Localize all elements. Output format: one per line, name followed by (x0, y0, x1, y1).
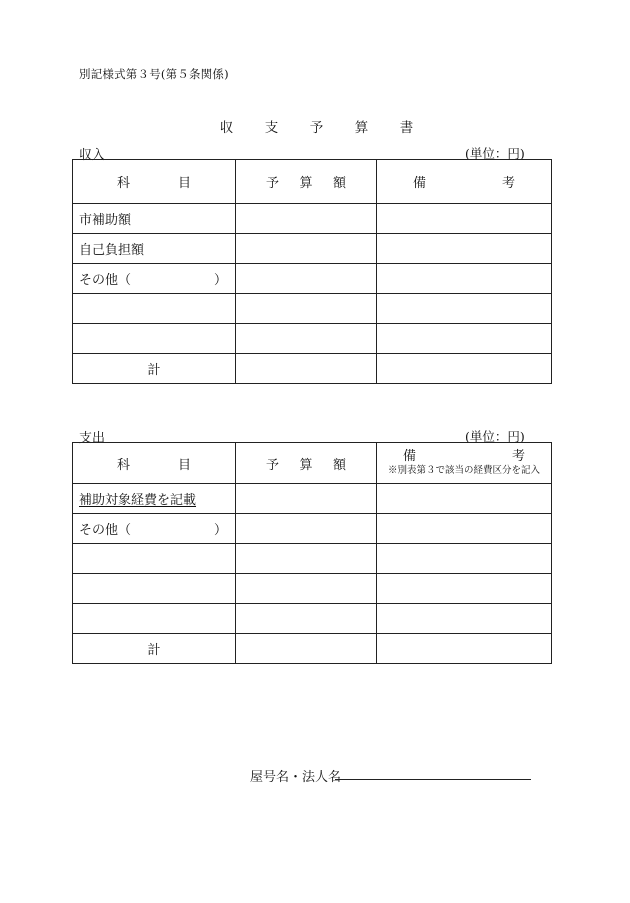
table-row (73, 604, 552, 634)
expense-unit-label: (単位：円) (465, 429, 525, 444)
income-item-cell[interactable] (73, 324, 236, 354)
income-remarks-cell[interactable] (377, 324, 552, 354)
signature-label: 屋号名・法人名 (250, 770, 342, 785)
table-row (73, 544, 552, 574)
income-header-remarks: 備 考 (377, 160, 552, 204)
expense-header-budget: 予 算 額 (236, 443, 377, 484)
expense-total-label: 計 (73, 634, 236, 664)
income-total-budget-cell[interactable] (236, 354, 377, 384)
form-reference: 別記様式第３号(第５条関係) (79, 67, 229, 81)
income-total-row (73, 354, 552, 384)
expense-item-cell[interactable]: その他（ ） (73, 514, 236, 544)
expense-item-cell[interactable]: 補助対象経費を記載 (73, 484, 236, 514)
expense-remarks-cell[interactable] (377, 604, 552, 634)
income-remarks-cell[interactable] (377, 294, 552, 324)
table-row (73, 484, 552, 514)
table-row (73, 234, 552, 264)
income-header-row (73, 160, 552, 204)
income-header-budget: 予 算 額 (236, 160, 377, 204)
expense-budget-cell[interactable] (236, 484, 377, 514)
expense-budget-cell[interactable] (236, 514, 377, 544)
income-item-cell[interactable]: 市補助額 (73, 204, 236, 234)
income-budget-cell[interactable] (236, 234, 377, 264)
expense-budget-cell[interactable] (236, 574, 377, 604)
income-section-label: 収入 (79, 148, 106, 163)
table-row (73, 324, 552, 354)
document-title: 収 支 予 算 書 (219, 120, 423, 136)
expense-total-budget-cell[interactable] (236, 634, 377, 664)
income-unit-label: (単位：円) (465, 146, 525, 161)
table-row (73, 514, 552, 544)
expense-remarks-cell[interactable] (377, 484, 552, 514)
table-row (73, 204, 552, 234)
income-budget-cell[interactable] (236, 324, 377, 354)
signature-line[interactable] (335, 779, 531, 780)
expense-total-remarks-cell[interactable] (377, 634, 552, 664)
income-budget-cell[interactable] (236, 294, 377, 324)
expense-table (72, 442, 552, 664)
expense-header-row (73, 443, 552, 484)
expense-remarks-cell[interactable] (377, 544, 552, 574)
expense-item-cell[interactable] (73, 544, 236, 574)
expense-section-label: 支出 (79, 431, 106, 446)
expense-header-item: 科 目 (73, 443, 236, 484)
expense-remarks-cell[interactable] (377, 514, 552, 544)
income-table (72, 159, 552, 384)
table-row (73, 574, 552, 604)
table-row (73, 294, 552, 324)
income-budget-cell[interactable] (236, 204, 377, 234)
income-remarks-cell[interactable] (377, 234, 552, 264)
expense-budget-cell[interactable] (236, 544, 377, 574)
income-budget-cell[interactable] (236, 264, 377, 294)
income-item-cell[interactable] (73, 294, 236, 324)
income-remarks-cell[interactable] (377, 204, 552, 234)
income-total-remarks-cell[interactable] (377, 354, 552, 384)
expense-remarks-cell[interactable] (377, 574, 552, 604)
expense-budget-cell[interactable] (236, 604, 377, 634)
table-row (73, 264, 552, 294)
expense-header-remarks: 備 考 ※別表第３で該当の経費区分を記入 (377, 443, 552, 484)
income-remarks-cell[interactable] (377, 264, 552, 294)
expense-item-cell[interactable] (73, 604, 236, 634)
income-item-cell[interactable]: 自己負担額 (73, 234, 236, 264)
expense-total-row (73, 634, 552, 664)
income-item-cell[interactable]: その他（ ） (73, 264, 236, 294)
expense-remarks-note: ※別表第３で該当の経費区分を記入 (387, 465, 540, 476)
income-header-item: 科 目 (73, 160, 236, 204)
income-total-label: 計 (73, 354, 236, 384)
expense-item-cell[interactable] (73, 574, 236, 604)
